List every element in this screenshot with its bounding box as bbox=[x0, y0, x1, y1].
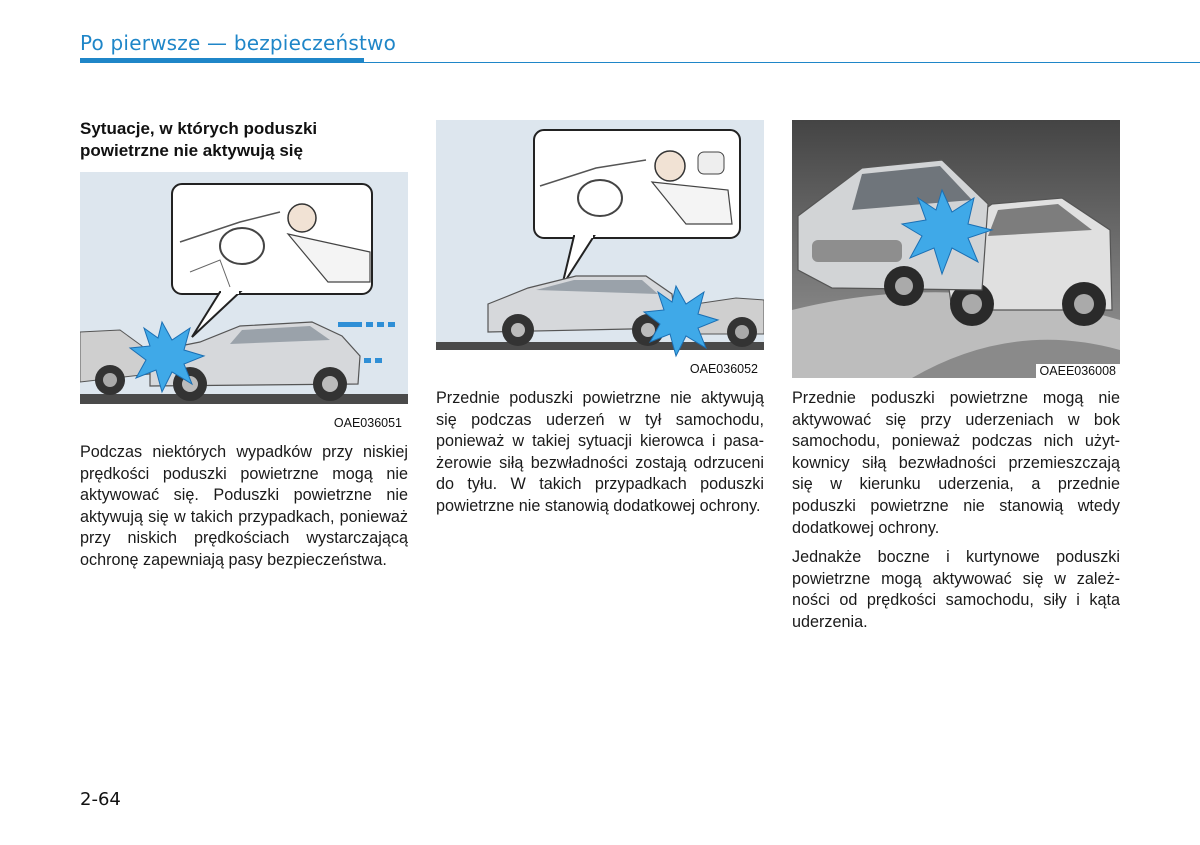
column-2-text bbox=[436, 388, 764, 526]
column-3-text bbox=[792, 388, 1120, 642]
figure-rear-impact bbox=[80, 172, 408, 432]
figure-side-impact bbox=[792, 120, 1120, 378]
figure-rear-end-collision bbox=[436, 120, 764, 378]
paragraph: Podczas niektórych wypadków przy niskiej prędkości poduszki powietrzne mogą nie aktywować się. Poduszki powietrzne nie aktywują się w takich przypadkach, ponieważ przy niskich prędkościach wystarczającą ochronę zapewniają pasy bezpieczeństwa. bbox=[80, 443, 408, 569]
side-impact-photo-icon bbox=[792, 120, 1120, 378]
section-heading-line-1: Sytuacje, w których poduszki bbox=[80, 119, 318, 138]
header-rule bbox=[364, 62, 1200, 63]
figure-code: OAEE036008 bbox=[1036, 364, 1120, 378]
paragraph: Jednakże boczne i kurtynowe poduszki powietrzne mogą aktywować się w zależności od prędkości samochodu, siły i kąta uderzenia. bbox=[792, 548, 1120, 631]
rear-impact-illustration-icon bbox=[80, 172, 408, 432]
column-1-text bbox=[80, 442, 408, 580]
paragraph: Przednie poduszki powietrzne mogą nie aktywować się przy uderzeniach w bok samochodu, ponieważ podczas nich użytkownicy siłą bezwładności przemieszczają się w kierunku uderzenia, a przednie poduszki powietrzne nie stanowią wtedy dodatkowej ochrony. bbox=[792, 389, 1120, 537]
page-number: 2-64 bbox=[80, 789, 121, 810]
section-heading bbox=[80, 118, 370, 162]
rear-end-collision-illustration-icon bbox=[436, 120, 764, 378]
figure-code: OAE036052 bbox=[689, 362, 758, 376]
section-heading-line-2: powietrzne nie aktywują się bbox=[80, 141, 303, 160]
figure-code: OAE036051 bbox=[333, 416, 402, 430]
paragraph: Przednie poduszki powietrzne nie aktywują się podczas uderzeń w tył samochodu, ponieważ w takiej sytuacji kierowca i pasażerowie siłą bezwładności zostają odrzuceni do tyłu. W takich przypadkach poduszki powietrzne nie stanowią dodatkowej ochrony. bbox=[436, 389, 764, 515]
chapter-title: Po pierwsze — bezpieczeństwo bbox=[80, 31, 397, 55]
header-rule-accent bbox=[80, 58, 364, 63]
